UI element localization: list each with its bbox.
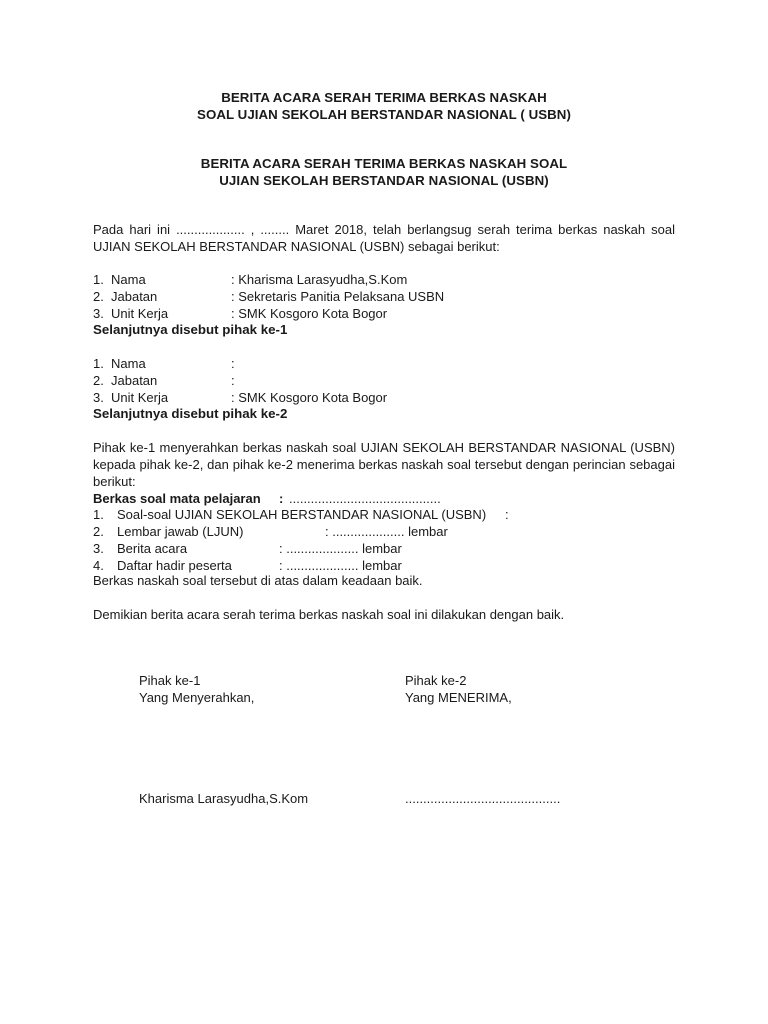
field-number: 2.: [93, 373, 104, 388]
party-1-field: [0, 271, 768, 288]
right-signature-role: Yang MENERIMA,: [405, 690, 512, 705]
condition-text: Berkas naskah soal tersebut di atas dalam keadaan baik.: [93, 573, 423, 588]
field-number: 1.: [93, 356, 104, 371]
party-1-designation: Selanjutnya disebut pihak ke-1: [93, 322, 288, 337]
intro-paragraph: Pada hari ini ................... , ........ Maret 2018, telah berlangsug serah terima berkas naskah soal UJIAN SEKOLAH BERSTANDAR NASIONAL (USBN) sebagai berikut:: [93, 222, 675, 254]
field-label: Jabatan: [111, 373, 158, 388]
item-label: Soal-soal UJIAN SEKOLAH BERSTANDAR NASIONAL (USBN): [117, 507, 487, 522]
item-number: 2.: [93, 524, 104, 539]
party-2-designation: Selanjutnya disebut pihak ke-2: [93, 406, 288, 421]
right-signature-party: Pihak ke-2: [405, 673, 467, 688]
field-number: 1.: [93, 272, 104, 287]
item-label: Berita acara: [117, 541, 188, 556]
handover-paragraph: Pihak ke-1 menyerahkan berkas naskah soal UJIAN SEKOLAH BERSTANDAR NASIONAL (USBN) kepada pihak ke-2, dan pihak ke-2 menerima berkas naskah soal tersebut dengan perincian sebagai berikut:: [93, 440, 675, 489]
subject-line: [0, 490, 768, 507]
item-number: 4.: [93, 558, 104, 573]
item-label: Daftar hadir peserta: [117, 558, 232, 573]
left-signature-role: Yang Menyerahkan,: [139, 690, 255, 705]
field-label: Jabatan: [111, 289, 158, 304]
field-label: Unit Kerja: [111, 306, 169, 321]
subject-label: Berkas soal mata pelajaran: [93, 491, 261, 506]
subject-value: ..........................................: [289, 491, 441, 506]
item-number: 3.: [93, 541, 104, 556]
left-signature-name: Kharisma Larasyudha,S.Kom: [139, 791, 309, 806]
item-value: : .................... lembar: [279, 558, 402, 573]
field-value: :: [231, 356, 235, 371]
field-number: 2.: [93, 289, 104, 304]
title-1-line-1: BERITA ACARA SERAH TERIMA BERKAS NASKAH: [221, 90, 547, 105]
field-value: : SMK Kosgoro Kota Bogor: [231, 390, 388, 405]
item-value: : .................... lembar: [279, 541, 402, 556]
left-signature-party: Pihak ke-1: [139, 673, 201, 688]
item-value: : .................... lembar: [325, 524, 448, 539]
field-label: Nama: [111, 356, 146, 371]
party-1-field: [0, 305, 768, 322]
field-value: : SMK Kosgoro Kota Bogor: [231, 306, 388, 321]
item-value: :: [505, 507, 509, 522]
field-value: :: [231, 373, 235, 388]
right-signature-name: ...........................................: [405, 791, 561, 806]
field-value: : Sekretaris Panitia Pelaksana USBN: [231, 289, 445, 304]
field-label: Nama: [111, 272, 146, 287]
item-row: [0, 523, 768, 540]
item-label: Lembar jawab (LJUN): [117, 524, 244, 539]
item-number: 1.: [93, 507, 104, 522]
field-number: 3.: [93, 390, 104, 405]
field-value: : Kharisma Larasyudha,S.Kom: [231, 272, 408, 287]
item-row: [0, 557, 768, 574]
field-number: 3.: [93, 306, 104, 321]
field-label: Unit Kerja: [111, 390, 169, 405]
title-2-line-2: UJIAN SEKOLAH BERSTANDAR NASIONAL (USBN): [219, 173, 549, 188]
title-2-line-1: BERITA ACARA SERAH TERIMA BERKAS NASKAH SOAL: [200, 156, 568, 171]
party-2-field: [0, 372, 768, 389]
subject-colon: :: [279, 491, 284, 506]
item-row: [0, 506, 768, 523]
title-1-line-2: SOAL UJIAN SEKOLAH BERSTANDAR NASIONAL ( USBN): [197, 107, 571, 122]
party-2-field: [0, 355, 768, 372]
party-1-field: [0, 288, 768, 305]
closing-text: Demikian berita acara serah terima berkas naskah soal ini dilakukan dengan baik.: [93, 607, 565, 622]
party-2-field: [0, 389, 768, 406]
item-row: [0, 540, 768, 557]
